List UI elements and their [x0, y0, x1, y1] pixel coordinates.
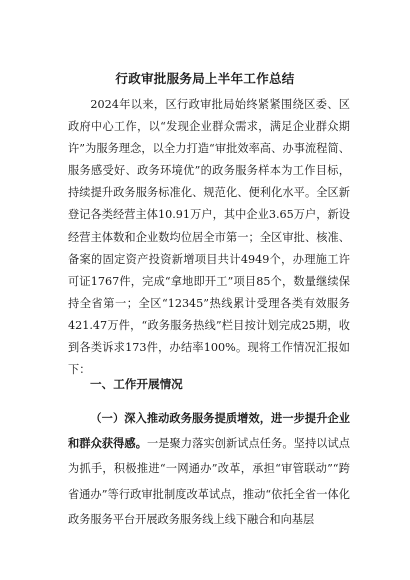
document-title: 行政审批服务局上半年工作总结 — [115, 71, 295, 86]
subsection-lead: （一）深入推动政务服务提质增效，进一步提升企业和群众获得感。 — [68, 411, 350, 451]
intro-paragraph: 2024年以来，区行政审批局始终紧紧围绕区委、区政府中心工作，以“发现企业群众需求，满足企业群众期许”为服务理念，以全力打造“审批效率高、办事流程简、服务感受好、政务环境优”的政务服务样本为工作目标，持续提升政务服务标准化、规范化、便利化水平。全区新登记各类经营主体10.91万户，其中企业3.65万户，新设经营主体数和企业数均位居全市第一；全区审批、核准、备案的固定资产投资新增项目共计4949个，办理施工许可证1767件，完成“拿地即开工”项目85个，数量继续保持全省第一；全区“12345”热线累计受理各类有效服务421.47万件，“政务服务热线”栏目按计划完成25期，收到各类诉求173件，办结率100%。现将工作情况汇报如下： — [68, 98, 350, 377]
subsection-paragraph — [68, 406, 350, 532]
subsection-text: 一是聚力落实创新试点任务。坚持以试点为抓手，积极推进“一网通办”改革，承担“审管联动”“跨省通办”等行政审批制度改革试点，推动“依托全省一体化政务服务平台开展政务服务线上线下融合和向基层 — [68, 437, 350, 526]
section-heading: 一、工作开展情况 — [90, 377, 183, 391]
